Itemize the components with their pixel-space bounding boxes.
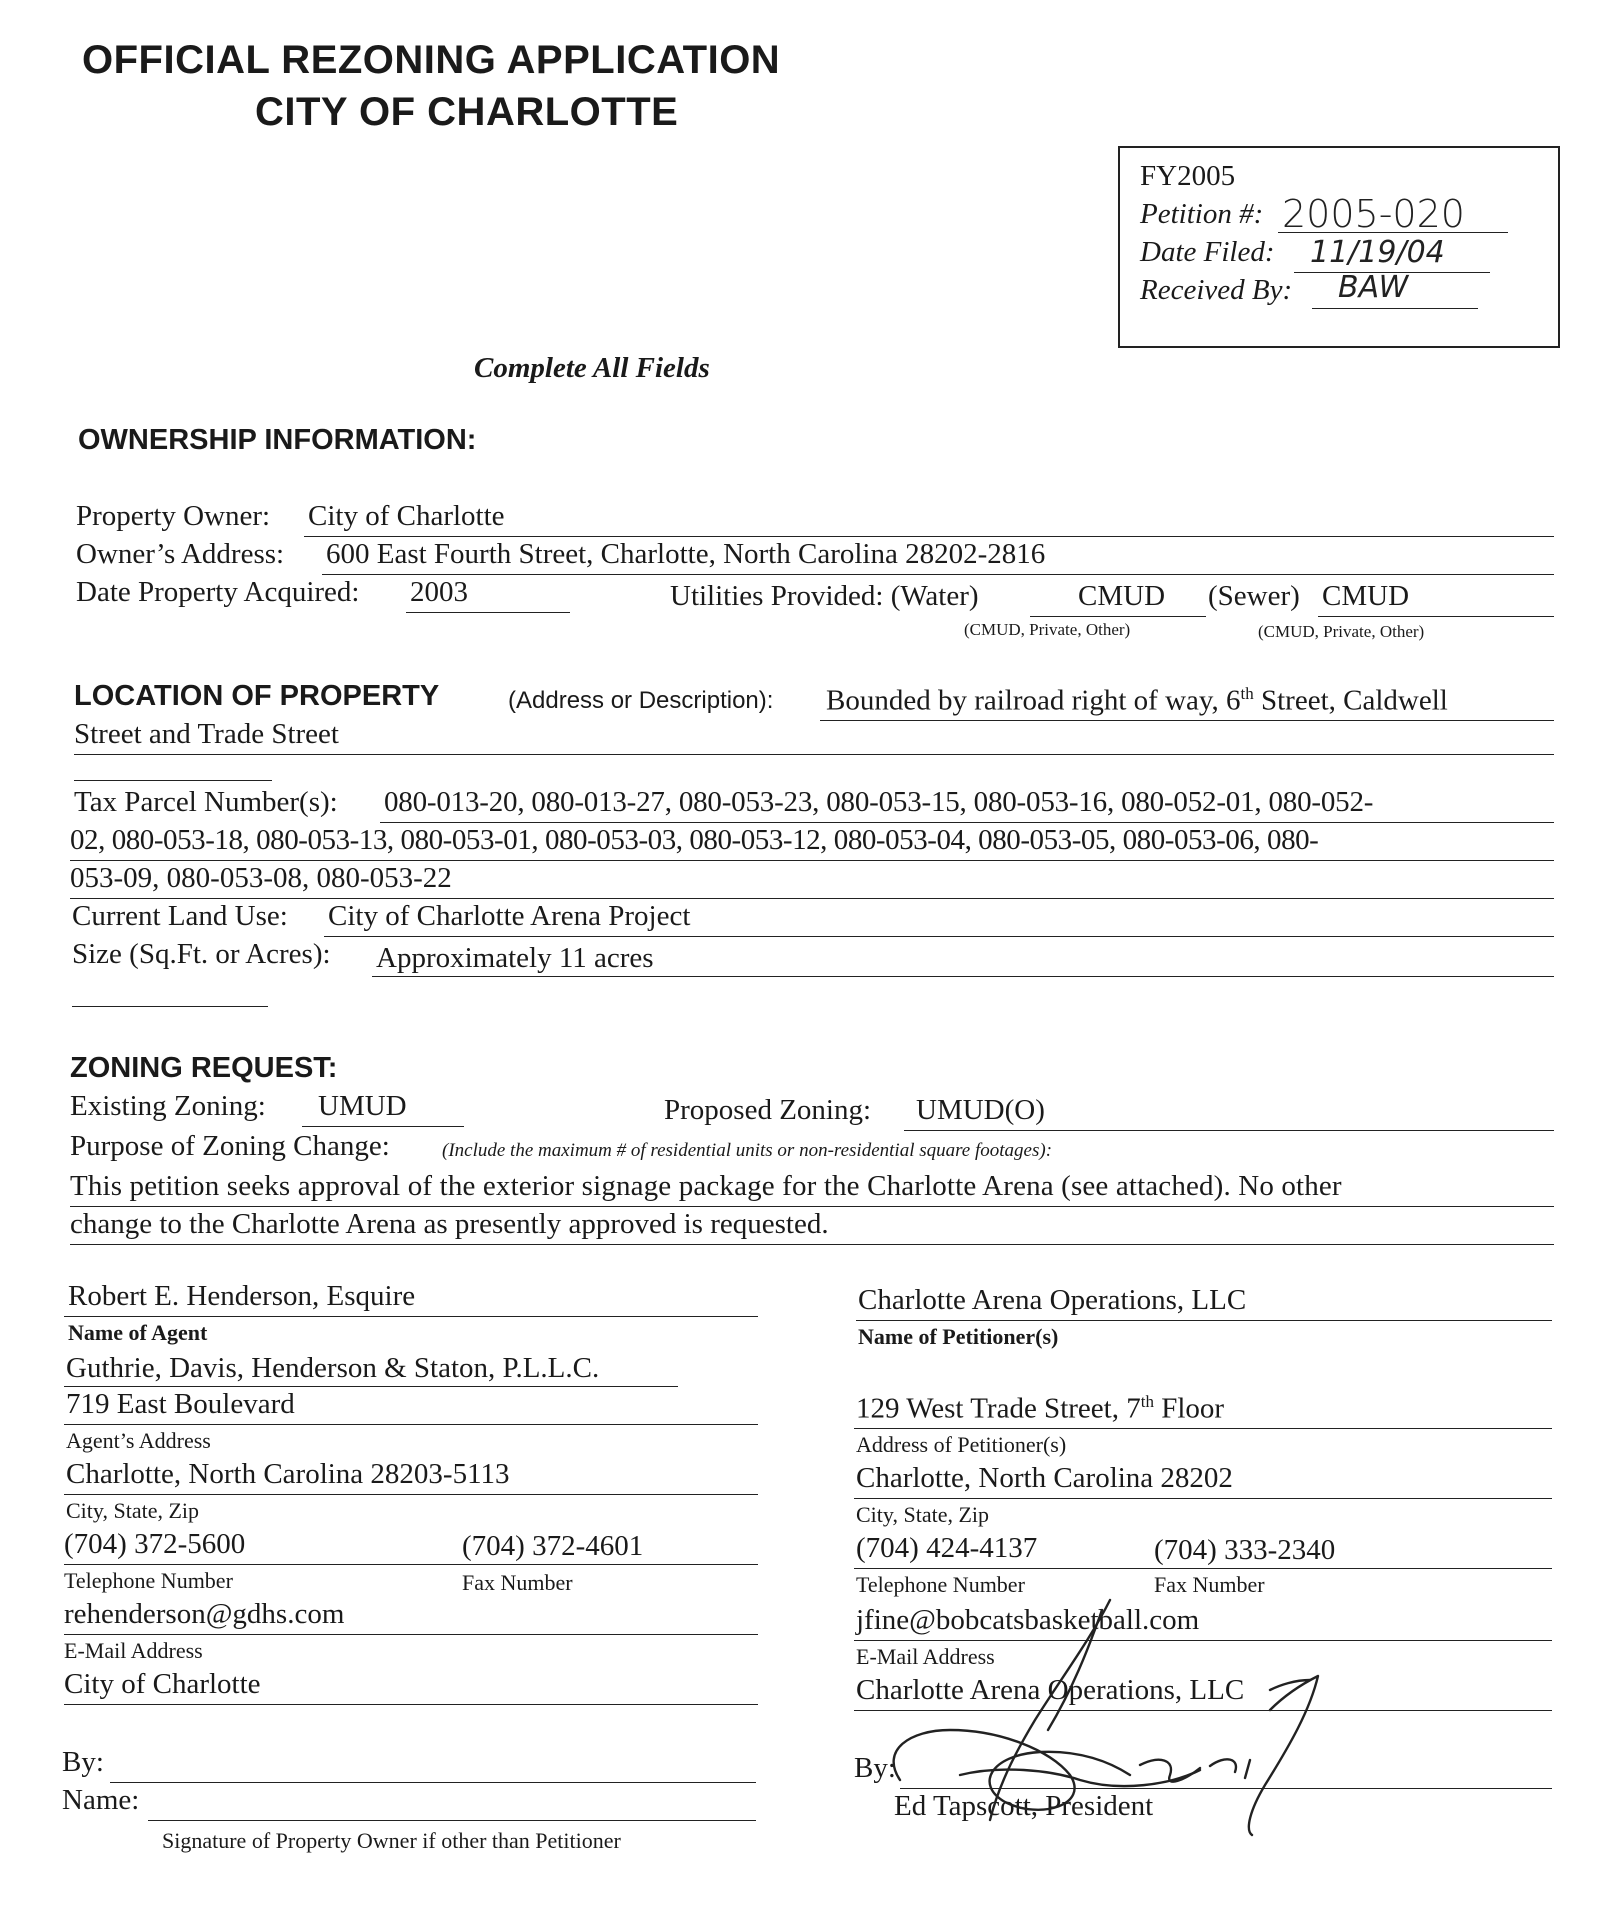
existing-zoning-label: Existing Zoning: xyxy=(70,1090,266,1122)
location-line1-b: Street, Caldwell xyxy=(1253,684,1448,717)
existing-zoning-value: UMUD xyxy=(318,1090,407,1122)
tax-line2-rule xyxy=(70,860,1554,861)
petitioner-phone-label: Telephone Number xyxy=(856,1572,1025,1597)
petitioner-phone-rule xyxy=(854,1568,1552,1569)
petitioner-fax-label: Fax Number xyxy=(1154,1572,1265,1597)
location-line2-rule xyxy=(74,754,1554,755)
agent-phone-rule xyxy=(64,1564,758,1565)
size-rule xyxy=(372,976,1554,977)
purpose-line2-rule xyxy=(70,1244,1554,1245)
agent-address-label: Agent’s Address xyxy=(66,1428,211,1453)
owner-address-value: 600 East Fourth Street, Charlotte, North Carolina 28202-2816 xyxy=(326,538,1046,570)
owner-name-rule[interactable] xyxy=(148,1820,756,1821)
proposed-zoning-label: Proposed Zoning: xyxy=(664,1094,872,1126)
utilities-label: Utilities Provided: (Water) xyxy=(670,580,979,612)
petitioner-email: jfine@bobcatsbasketball.com xyxy=(856,1604,1200,1636)
agent-name-label: Name of Agent xyxy=(68,1320,208,1345)
sewer-label: (Sewer) xyxy=(1208,580,1300,612)
size-short-rule xyxy=(72,1006,268,1007)
agent-city-label: City, State, Zip xyxy=(66,1498,200,1523)
received-by-value: BAW xyxy=(1338,270,1409,305)
agent-fax-label: Fax Number xyxy=(462,1570,573,1595)
agent-email-rule xyxy=(64,1634,758,1635)
water-value: CMUD xyxy=(1078,580,1166,612)
agent-city-rule xyxy=(64,1494,758,1495)
tax-parcel-line2: 02, 080-053-18, 080-053-13, 080-053-01, 080-053-03, 080-053-12, 080-053-04, 080-053-05, 080-053-06, 080- xyxy=(70,824,1319,856)
tax-parcel-line1: 080-013-20, 080-013-27, 080-053-23, 080-053-15, 080-053-16, 080-052-01, 080-052- xyxy=(384,786,1374,818)
tax-line1-rule xyxy=(380,822,1554,823)
petitioner-name: Charlotte Arena Operations, LLC xyxy=(858,1284,1247,1316)
petitioner-name-label: Name of Petitioner(s) xyxy=(858,1324,1059,1349)
petition-number: 2005-020 xyxy=(1282,192,1465,236)
petitioner-by-label: By: xyxy=(854,1752,896,1784)
received-by-label: Received By: xyxy=(1140,274,1293,306)
size-label: Size (Sq.Ft. or Acres): xyxy=(72,938,331,970)
owner-by-label: By: xyxy=(62,1746,104,1778)
petitioner-address-label: Address of Petitioner(s) xyxy=(856,1432,1067,1457)
sewer-hint: (CMUD, Private, Other) xyxy=(1258,622,1425,641)
received-by-line xyxy=(1312,308,1478,309)
location-sup: th xyxy=(1240,684,1254,703)
agent-address: 719 East Boulevard xyxy=(66,1388,295,1420)
property-owner-line xyxy=(304,536,1554,537)
sewer-value: CMUD xyxy=(1322,580,1410,612)
proposed-zoning-value: UMUD(O) xyxy=(916,1094,1045,1126)
petitioner-address-a: 129 West Trade Street, 7 xyxy=(856,1392,1141,1425)
petitioner-name-rule xyxy=(856,1320,1552,1321)
zoning-heading: ZONING REQUEST: xyxy=(70,1052,338,1084)
owner-address-line xyxy=(322,574,1554,575)
purpose-hint: (Include the maximum # of residential units or non-residential square footages): xyxy=(442,1140,1053,1161)
date-acquired-label: Date Property Acquired: xyxy=(76,576,360,608)
location-heading: LOCATION OF PROPERTY xyxy=(74,680,440,712)
owner-entity: City of Charlotte xyxy=(64,1668,261,1700)
purpose-label: Purpose of Zoning Change: xyxy=(70,1130,390,1162)
owner-entity-rule xyxy=(64,1704,758,1705)
petitioner-city-rule xyxy=(854,1498,1552,1499)
date-acquired-value: 2003 xyxy=(410,576,468,608)
location-line1-a: Bounded by railroad right of way, 6 xyxy=(826,684,1241,717)
agent-city: Charlotte, North Carolina 28203-5113 xyxy=(66,1458,510,1490)
purpose-line1: This petition seeks approval of the exterior signage package for the Charlotte Arena (see attached). No other xyxy=(70,1170,1342,1202)
agent-email-label: E-Mail Address xyxy=(64,1638,203,1663)
petitioner-phone: (704) 424-4137 xyxy=(856,1532,1038,1564)
size-value: Approximately 11 acres xyxy=(376,942,654,974)
agent-email: rehenderson@gdhs.com xyxy=(64,1598,345,1630)
purpose-line2: change to the Charlotte Arena as presently approved is requested. xyxy=(70,1208,829,1240)
petitioner-address-sup: th xyxy=(1140,1392,1154,1411)
agent-phone-label: Telephone Number xyxy=(64,1568,233,1593)
date-filed-label: Date Filed: xyxy=(1140,236,1275,268)
petition-line xyxy=(1278,232,1508,233)
agent-phone: (704) 372-5600 xyxy=(64,1528,246,1560)
handwritten-signature xyxy=(840,1580,1420,1850)
location-line1 xyxy=(826,684,1448,718)
property-owner-value: City of Charlotte xyxy=(308,500,505,532)
agent-firm: Guthrie, Davis, Henderson & Staton, P.L.L.C. xyxy=(66,1352,600,1384)
petition-label: Petition #: xyxy=(1140,198,1264,230)
ownership-heading: OWNERSHIP INFORMATION: xyxy=(78,424,477,456)
tax-parcel-label: Tax Parcel Number(s): xyxy=(74,786,338,818)
date-filed-value: 11/19/04 xyxy=(1310,235,1445,270)
sewer-line xyxy=(1318,616,1554,617)
petitioner-fax: (704) 333-2340 xyxy=(1154,1534,1336,1566)
petitioner-city-label: City, State, Zip xyxy=(856,1502,990,1527)
petitioner-entity: Charlotte Arena Operations, LLC xyxy=(856,1674,1245,1706)
owner-by-rule[interactable] xyxy=(110,1782,756,1783)
petitioner-address-b: Floor xyxy=(1153,1392,1225,1425)
agent-name: Robert E. Henderson, Esquire xyxy=(68,1280,416,1312)
location-hint: (Address or Description): xyxy=(508,687,774,714)
agent-address-rule xyxy=(64,1424,758,1425)
agent-fax: (704) 372-4601 xyxy=(462,1530,644,1562)
land-use-label: Current Land Use: xyxy=(72,900,288,932)
form-title: OFFICIAL REZONING APPLICATION xyxy=(82,38,781,82)
complete-all-fields: Complete All Fields xyxy=(474,352,710,384)
agent-firm-rule xyxy=(64,1386,678,1387)
proposed-zoning-rule xyxy=(904,1130,1554,1131)
date-acquired-line xyxy=(406,612,570,613)
petitioner-signer: Ed Tapscott, President xyxy=(894,1790,1154,1822)
purpose-line1-rule xyxy=(70,1206,1554,1207)
water-line xyxy=(1030,616,1206,617)
land-use-value: City of Charlotte Arena Project xyxy=(328,900,691,932)
petitioner-email-label: E-Mail Address xyxy=(856,1644,995,1669)
owner-signature-caption: Signature of Property Owner if other than Petitioner xyxy=(162,1828,621,1853)
fiscal-year: FY2005 xyxy=(1140,160,1236,192)
location-line2: Street and Trade Street xyxy=(74,718,339,750)
tax-parcel-line3: 053-09, 080-053-08, 080-053-22 xyxy=(70,862,452,894)
agent-name-rule xyxy=(64,1316,758,1317)
owner-address-label: Owner’s Address: xyxy=(76,538,285,570)
location-line1-rule xyxy=(820,720,1554,721)
water-hint: (CMUD, Private, Other) xyxy=(964,620,1131,639)
property-owner-label: Property Owner: xyxy=(76,500,271,532)
owner-name-label: Name: xyxy=(62,1784,140,1816)
land-use-rule xyxy=(324,936,1554,937)
form-subtitle: CITY OF CHARLOTTE xyxy=(255,90,679,134)
petitioner-city: Charlotte, North Carolina 28202 xyxy=(856,1462,1233,1494)
petitioner-address xyxy=(856,1392,1224,1426)
location-short-rule xyxy=(74,780,272,781)
petitioner-address-rule xyxy=(854,1428,1552,1429)
existing-zoning-rule xyxy=(302,1126,464,1127)
tax-line3-rule xyxy=(70,898,1554,899)
